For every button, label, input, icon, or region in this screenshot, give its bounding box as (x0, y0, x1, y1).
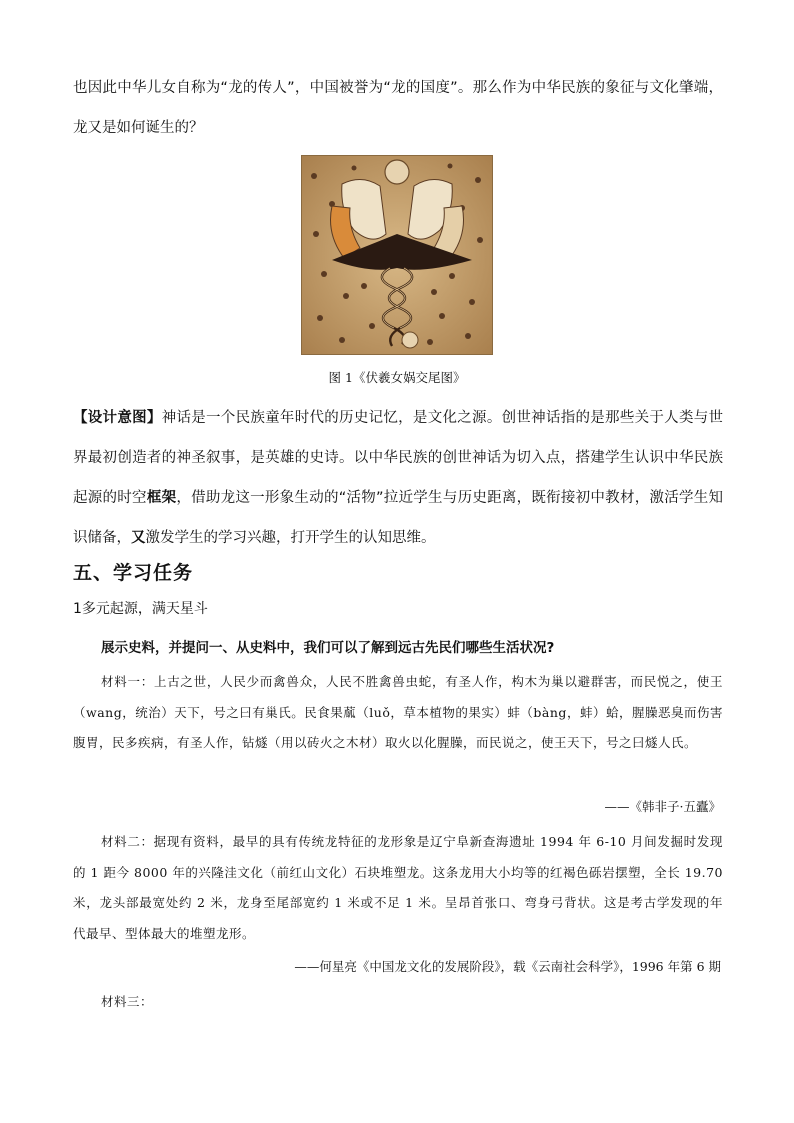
figure-caption: 图 1《伏羲女娲交尾图》 (328, 370, 466, 385)
material-two: 材料二：据现有资料，最早的具有传统龙特征的龙形象是辽宁阜新查海遗址 1994 年 6-10 月间发掘时发现的 1 距今 8000 年的兴隆洼文化（前红山文化）石块堆塑龙。这条龙用大小均等的红褐色砾岩摆塑，全长 19.70 米，龙头部最宽处约 2 米，龙身至尾部宽约 1 米或不足 1 米。呈昂首张口、弯身弓背状。这是考古学发现的年代最早、型体最大的堆塑龙形。 (73, 834, 723, 941)
design-bold-b: 又 (131, 530, 146, 546)
painting-image (302, 156, 492, 354)
section-heading: 五、学习任务 (73, 562, 194, 584)
question-text: 展示史料，并提问一、从史料中，我们可以了解到远古先民们哪些生活状况? (101, 640, 555, 656)
intro-paragraph: 也因此中华儿女自称为“龙的传人”，中国被誉为“龙的国度”。那么作为中华民族的象征与文化肇端，龙又是如何诞生的？ (73, 80, 723, 136)
fuxi-nuwa-painting (301, 155, 493, 355)
material-three: 材料三： (101, 994, 154, 1009)
design-intent-paragraph (73, 398, 723, 558)
design-bold-a: 框架 (146, 490, 177, 506)
design-intent-label: 【设计意图】 (73, 410, 162, 426)
design-text-a: 神话是一个民族童年时代的历史记忆，是文化之源。创世神话指的是那些关于人类与世界最初创造者的神圣叙事，是英雄的史诗。以中华民族的创世神话为切入点，搭建学生认识中华民族起源的时空 (73, 410, 724, 506)
material-one-source: ——《韩非子·五蠹》 (604, 799, 721, 814)
design-text-c: 激发学生的学习兴趣，打开学生的认知思维。 (145, 530, 436, 546)
subsection-title: 1多元起源，满天星斗 (73, 601, 208, 617)
material-one: 材料一：上古之世，人民少而禽兽众，人民不胜禽兽虫蛇，有圣人作，构木为巢以避群害，而民悦之，使王（wang，统治）天下，号之曰有巢氏。民食果蓏（luǒ，草本植物的果实）蚌（bàng，蚌）蛤，腥臊恶臭而伤害腹胃，民多疾病，有圣人作，钻燧（用以砖火之木材）取火以化腥臊，而民说之，使王天下，号之曰燧人氏。 (73, 674, 723, 750)
design-text-b: ，借助龙这一形象生动的“活物”拉近学生与历史距离，既衔接初中教材，激活学生知识储备， (73, 490, 724, 546)
material-two-source: ——何星亮《中国龙文化的发展阶段》，载《云南社会科学》，1996 年第 6 期 (294, 959, 721, 974)
